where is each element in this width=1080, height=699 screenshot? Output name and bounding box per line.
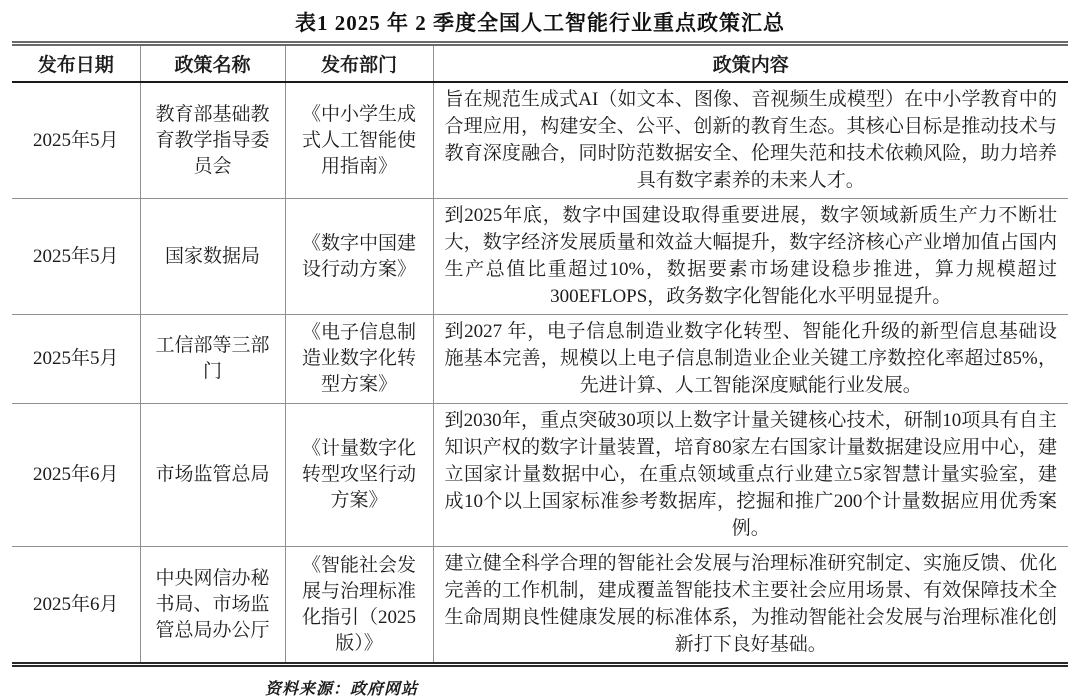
cell-release-date: 2025年5月: [12, 199, 140, 315]
cell-issuing-dept: 《计量数字化转型攻坚行动方案》: [285, 404, 433, 547]
cell-issuing-dept: 《智能社会发展与治理标准化指引（2025版）》: [285, 547, 433, 665]
cell-issuing-dept: 《中小学生成式人工智能使用指南》: [285, 82, 433, 199]
table-row: [12, 404, 1068, 547]
table-title: 表1 2025 年 2 季度全国人工智能行业重点政策汇总: [295, 11, 785, 35]
cell-policy-name: 国家数据局: [140, 199, 285, 315]
table-header-row: [12, 44, 1068, 83]
cell-policy-content: 到2027 年，电子信息制造业数字化转型、智能化升级的新型信息基础设施基本完善，规模以上电子信息制造业企业关键工序数控化率超过85%，先进计算、人工智能深度赋能行业发展。: [433, 315, 1068, 404]
policy-table: [12, 41, 1068, 667]
table-row: [12, 199, 1068, 315]
cell-policy-name: 市场监管总局: [140, 404, 285, 547]
cell-release-date: 2025年5月: [12, 315, 140, 404]
cell-policy-content: 建立健全科学合理的智能社会发展与治理标准研究制定、实施反馈、优化完善的工作机制，建成覆盖智能技术主要社会应用场景、有效保障技术全生命周期良性健康发展的标准体系，为推动智能社会发展与治理标准化创新打下良好基础。: [433, 547, 1068, 665]
cell-policy-name: 工信部等三部门: [140, 315, 285, 404]
cell-issuing-dept: 《电子信息制造业数字化转型方案》: [285, 315, 433, 404]
table-row: [12, 315, 1068, 404]
cell-release-date: 2025年6月: [12, 547, 140, 665]
table-row: [12, 547, 1068, 665]
cell-policy-content: 旨在规范生成式AI（如文本、图像、音视频生成模型）在中小学教育中的合理应用，构建安全、公平、创新的教育生态。其核心目标是推动技术与教育深度融合，同时防范数据安全、伦理失范和技术依赖风险，助力培养具有数字素养的未来人才。: [433, 82, 1068, 199]
cell-policy-content: 到2030年，重点突破30项以上数字计量关键核心技术，研制10项具有自主知识产权的数字计量装置，培育80家左右国家计量数据建设应用中心，建立国家计量数据中心，在重点领域重点行业建立5家智慧计量实验室，建成10个以上国家标准参考数据库，挖掘和推广200个计量数据应用优秀案例。: [433, 404, 1068, 547]
cell-policy-name: 教育部基础教育教学指导委员会: [140, 82, 285, 199]
cell-release-date: 2025年6月: [12, 404, 140, 547]
cell-policy-content: 到2025年底，数字中国建设取得重要进展，数字领域新质生产力不断壮大，数字经济发展质量和效益大幅提升，数字经济核心产业增加值占国内生产总值比重超过10%，数据要素市场建设稳步推进，算力规模超过300EFLOPS，政务数字化智能化水平明显提升。: [433, 199, 1068, 315]
header-cell-policy-name: 政策名称: [140, 44, 285, 83]
header-cell-issuing-dept: 发布部门: [285, 44, 433, 83]
header-cell-policy-content: 政策内容: [433, 44, 1068, 83]
cell-policy-name: 中央网信办秘书局、市场监管总局办公厅: [140, 547, 285, 665]
source-note: 资料来源：政府网站: [265, 681, 419, 698]
table-row: [12, 82, 1068, 199]
header-cell-release-date: 发布日期: [12, 44, 140, 83]
cell-issuing-dept: 《数字中国建设行动方案》: [285, 199, 433, 315]
cell-release-date: 2025年5月: [12, 82, 140, 199]
